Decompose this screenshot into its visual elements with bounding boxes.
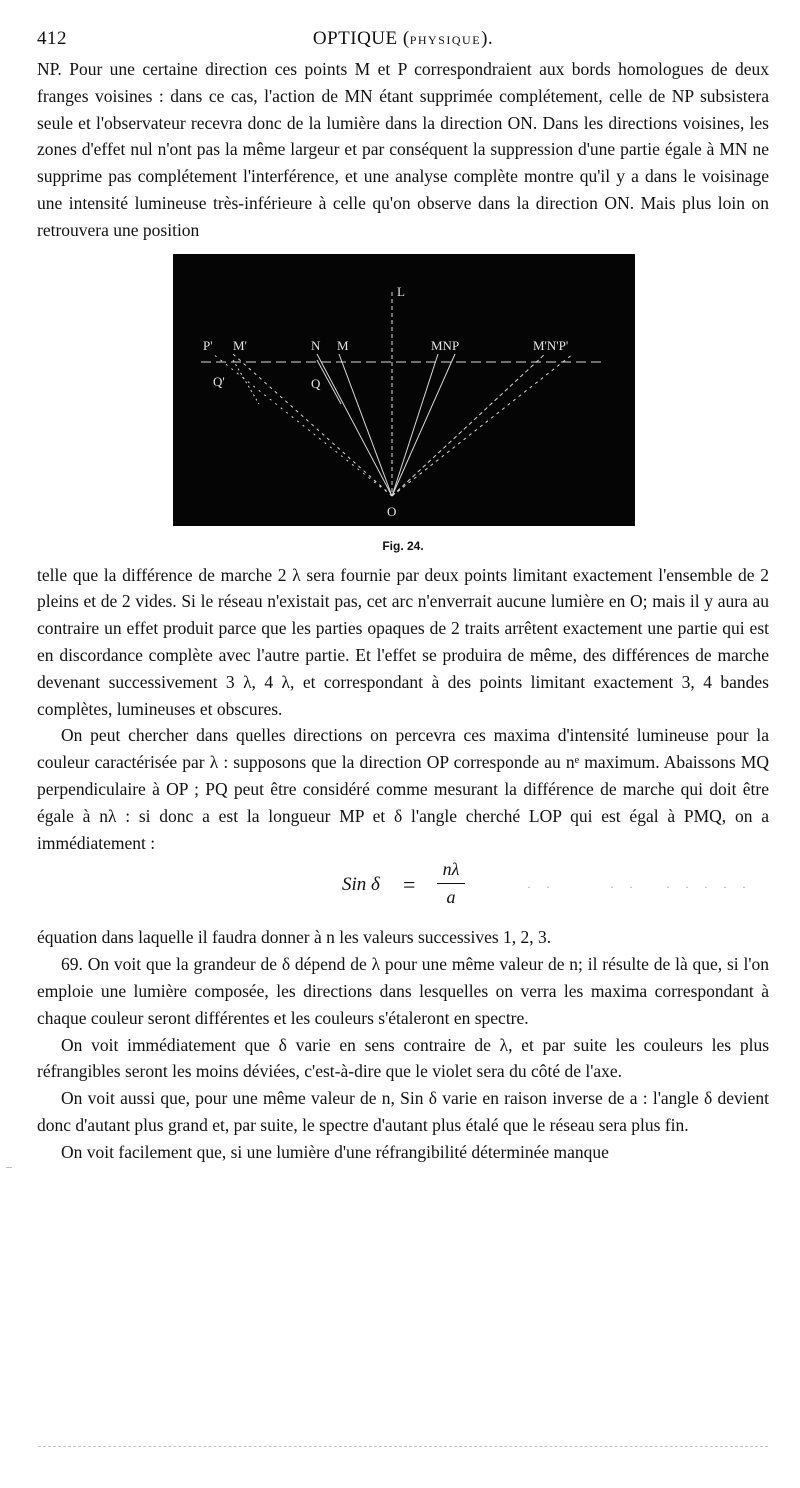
bottom-print-noise [38,1446,768,1447]
figure-caption: Fig. 24. [382,538,424,553]
formula-fraction [437,858,465,908]
label-p-prime: P' [203,337,213,353]
fraction-bar [437,883,465,884]
paragraph-final: On voit facilement que, si une lumière d'une réfrangibilité déterminée manque [61,1141,609,1162]
running-title-end: ). [481,28,494,49]
label-l: L [397,283,405,299]
formula-denominator: a [446,887,456,908]
print-noise: · · · · · · · · · [527,880,752,895]
figure-24 [37,254,769,562]
paragraph-difference-de-marche: telle que la différence de marche 2 λ sera fournie par deux points limitant exactement l'ensemble de 2 pleins et de 2 vides. Si le réseau n'existait pas, cet arc n'enverrait aucune lumière en O; mais il y aura au contraire un effet produit parce que les parties opaques de 2 traits arrêtent exactement une partie qui est en discordance complète avec l'autre partie. Et l'effet se produira de même, des différences de marche devenant successivement 3 λ, 4 λ, et correspondant à des points limitant exactement 3, 4 bandes complètes, lumineuses et obscures. [37,564,769,719]
formula-numerator: nλ [442,859,460,880]
margin-mark [6,1167,12,1168]
paragraph-maxima-directions: On peut chercher dans quelles directions on percevra ces maxima d'intensité lumineuse pour la couleur caractérisée par λ : supposons que la direction OP corresponde au nᵉ maximum. Abaissons MQ perpendiculaire à OP ; PQ peut être considéré comme mesurant la différence de marche qui doit être égale à nλ : si donc a est la longueur MP et δ l'angle cherché LOP qui est égal à PMQ, on a immédiatement : [37,725,769,853]
perpendicular-left [233,360,259,404]
formula-sin-delta [37,858,769,920]
figure-plate [173,254,635,526]
label-o: O [387,503,397,519]
running-title [37,28,769,50]
formula-lhs: Sin δ [342,874,380,896]
label-m-prime: M' [233,337,247,353]
ray-o-pprime-right [392,354,573,496]
label-m: M [337,337,349,353]
page-number: 412 [37,28,67,49]
running-title-main: OPTIQUE ( [312,28,410,49]
label-q: Q [311,375,321,391]
paragraph-inverse-a: On voit aussi que, pour une même valeur de n, Sin δ varie en raison inverse de a : l'angle δ devient donc d'autant plus grand et, par suite, le spectre d'autant plus étalé que le réseau sera plus fin. [37,1088,769,1135]
running-title-subject: PHYSIQUE [409,33,482,47]
grating-diagram [173,254,635,526]
book-page [37,28,769,1166]
label-mnp: MNP [431,337,460,353]
running-header [37,28,769,56]
label-n: N [311,337,321,353]
formula-equals: = [403,872,416,898]
ray-o-n [317,354,392,496]
ray-o-p-right [392,354,455,496]
perpendicular-mid [317,360,341,404]
paragraph-equation-values: équation dans laquelle il faudra donner à n les valeurs successives 1, 2, 3. [37,927,552,948]
label-mnp-prime: M'N'P' [533,337,569,353]
paragraph-69: 69. On voit que la grandeur de δ dépend de λ pour une même valeur de n; il résulte de là que, si l'on emploie une lumière composée, les directions dans lesquelles on verra les maxima correspondant à chaque couleur seront différentes et les couleurs s'étaleront en spectre. [37,954,769,1028]
paragraph-continuation: NP. Pour une certaine direction ces points M et P correspondraient aux bords homologues de deux franges voisines : dans ce cas, l'action de MN étant supprimée complétement, celle de NP subsistera seule et l'observateur recevra donc de la lumière dans la direction ON. Dans les directions voisines, les zones d'effet nul n'ont pas la même largeur et par conséquent la suppression d'une partie égale à MN ne supprime pas complétement l'interférence, et une analyse complète montre qu'il y a dans le voisinage une intensité lumineuse très-inférieure à celle qu'on observe dans la direction ON. Mais plus loin on retrouvera une position [37,59,769,240]
ray-o-m [339,354,392,496]
label-q-prime: Q' [213,373,225,389]
paragraph-delta-lambda: On voit immédiatement que δ varie en sens contraire de λ, et par suite les couleurs les plus réfrangibles seront les moins déviées, c'est-à-dire que le violet sera du côté de l'axe. [37,1034,769,1082]
